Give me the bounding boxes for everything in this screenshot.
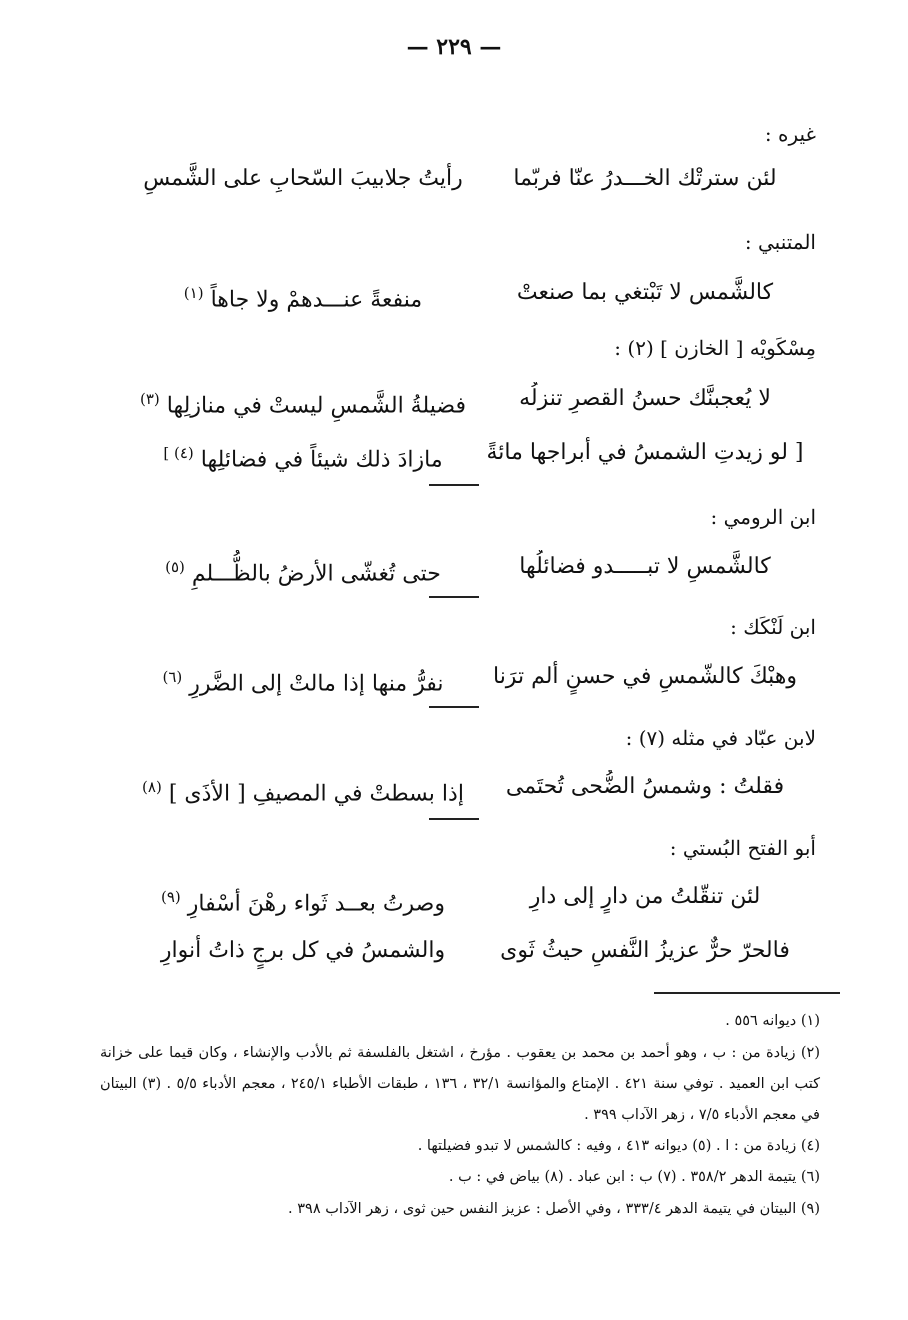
footnote: (١) ديوانه ٥٥٦ . bbox=[725, 1013, 820, 1029]
verse-first-hemistich: فالحرّ حرٌّ عزيزُ النَّفسِ حيثُ ثَوى bbox=[500, 938, 790, 963]
verse-second-text: منفعةً عنـــدهمْ ولا جاهاً bbox=[210, 287, 423, 313]
verse-second-text: حتى تُغشّى الأرضُ بالظُّـــلمِ bbox=[191, 561, 441, 587]
entry-heading-busti: أبو الفتح البُستي : bbox=[669, 836, 816, 860]
footnote-ref: (٤) ] bbox=[163, 444, 194, 462]
entry-heading-ibn-rumi: ابن الرومي : bbox=[710, 505, 816, 529]
verse-separator bbox=[429, 818, 479, 820]
footnote-ref: (٥) bbox=[165, 558, 185, 576]
verse-second-hemistich bbox=[132, 550, 474, 590]
footnote: (٩) البيتان في يتيمة الدهر ٣٣٣/٤ ، وفي الأصل : عزيز النفس حين ثوى ، زهر الآداب ٣٩٨ . bbox=[288, 1200, 820, 1217]
entry-heading-ibn-abbad: لابن عبّاد في مثله (٧) : bbox=[625, 726, 816, 750]
verse-line bbox=[132, 880, 816, 920]
footnote: (٢) زيادة من : ب ، وهو أحمد بن محمد بن يعقوب . مؤرخ ، اشتغل بالفلسفة ثم بالأدب والإنشاء ، وكان قيما على خزانة كتب ابن العميد . توفي سنة ٤٢١ . الإمتاع والمؤانسة ٣٢/١ ، ١٣٦ ، طبقات الأطباء ٢٤٥/١ ، معجم الأدباء ٥/٥ . (٣) البيتان في معجم الأدباء ٧/٥ ، زهر الآداب ٣٩٩ . bbox=[100, 1044, 821, 1123]
verse-first-hemistich: لئن سترتْك الخـــدرُ عنّا فربّما bbox=[513, 166, 777, 191]
verse-first-hemistich: [ لو زيدتِ الشمسُ في أبراجها مائةً bbox=[486, 440, 804, 465]
footnotes bbox=[100, 1006, 820, 1225]
entry-heading-other: غيره : bbox=[764, 122, 816, 146]
verse-first-hemistich: لئن تنقّلتُ من دارٍ إلى دارِ bbox=[529, 884, 761, 909]
verse-first-hemistich: فقلتُ : وشمسُ الضُّحى تُحتَمى bbox=[505, 774, 785, 799]
footnote-divider bbox=[654, 992, 840, 994]
verse-second-text: وصرتُ بعــد ثَواء رهْنَ أسْفارِ bbox=[187, 891, 445, 917]
page-number: — ٢٢٩ — bbox=[406, 34, 502, 60]
footnote-ref: (٨) bbox=[142, 778, 162, 796]
verse-first-hemistich: كالشَّمسِ لا تبـــــدو فضائلُها bbox=[519, 554, 771, 579]
verse-separator bbox=[429, 596, 479, 598]
verse-second-hemistich: رأيتُ جلابيبَ السّحابِ على الشَّمسِ bbox=[143, 166, 463, 191]
verse-separator bbox=[429, 706, 479, 708]
verse-line bbox=[132, 276, 816, 316]
verse-line bbox=[132, 934, 816, 974]
verse-second-hemistich bbox=[132, 276, 474, 316]
footnote: (٤) زيادة من : ا . (٥) ديوانه ٤١٣ ، وفيه : كالشمس لا تبدو فضيلتها . bbox=[417, 1137, 820, 1154]
entry-heading-mutanabbi: المتنبي : bbox=[744, 230, 816, 254]
verse-second-text: نفرُّ منها إذا مالتْ إلى الضَّررِ bbox=[189, 671, 444, 697]
verse-line bbox=[132, 162, 816, 202]
verse-second-hemistich bbox=[132, 436, 474, 476]
verse-first-hemistich: كالشَّمس لا تَبْتغي بما صنعتْ bbox=[516, 280, 774, 305]
entry-heading-miskawayh: مِسْكَويْه [ الخازن ] (٢) : bbox=[614, 336, 816, 360]
verse-second-text: فضيلةُ الشَّمسِ ليستْ في منازلِها bbox=[166, 393, 466, 419]
entry-heading-ibn-lankak: ابن لَنْكَك : bbox=[730, 615, 816, 639]
footnote: (٦) يتيمة الدهر ٣٥٨/٢ . (٧) ب : ابن عباد . (٨) بياض في : ب . bbox=[448, 1169, 820, 1185]
verse-second-text: إذا بسطتْ في المصيفِ [ الأذَى ] bbox=[168, 781, 464, 807]
verse-separator bbox=[429, 484, 479, 486]
verse-line bbox=[132, 550, 816, 590]
verse-second-hemistich bbox=[132, 660, 474, 700]
verse-line bbox=[132, 770, 816, 810]
verse-second-text: مازادَ ذلك شيئاً في فضائلِها bbox=[200, 447, 443, 473]
footnote-ref: (٩) bbox=[160, 888, 181, 906]
verse-second-hemistich bbox=[132, 382, 474, 422]
verse-line bbox=[132, 436, 816, 476]
footnote-ref: (٣) bbox=[140, 390, 160, 408]
verse-second-hemistich bbox=[132, 770, 474, 810]
verse-first-hemistich: لا يُعجبنَّك حسنُ القصرِ تنزلُه bbox=[519, 386, 771, 411]
verse-first-hemistich: وهبْكَ كالشّمسِ في حسنٍ ألم ترَنا bbox=[492, 664, 797, 689]
footnote-ref: (٦) bbox=[162, 668, 183, 686]
verse-second-hemistich bbox=[132, 880, 474, 920]
footnote-ref: (١) bbox=[183, 284, 204, 302]
verse-line bbox=[132, 660, 816, 700]
verse-line bbox=[132, 382, 816, 422]
verse-second-hemistich: والشمسُ في كل برجٍ ذاتُ أنوارِ bbox=[160, 938, 446, 963]
